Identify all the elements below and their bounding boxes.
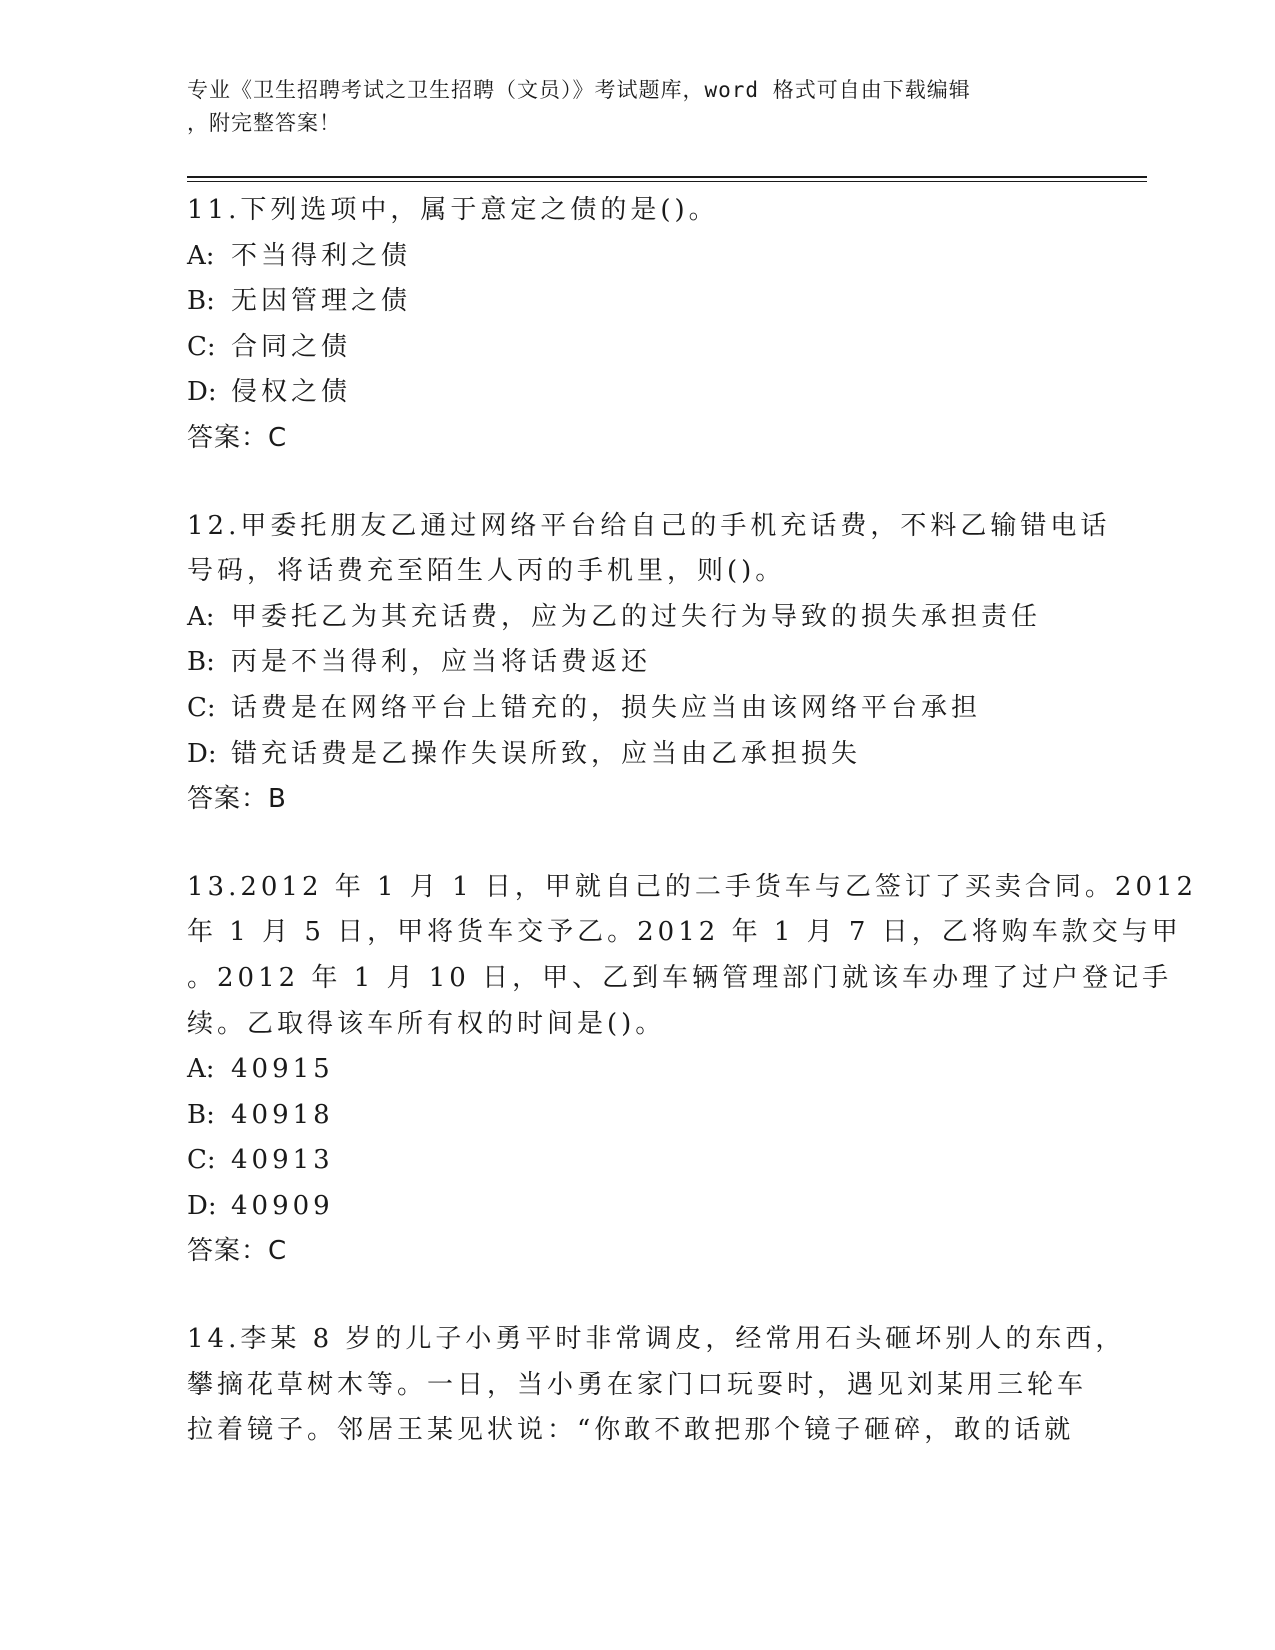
answer-line: 答案：C — [187, 422, 288, 453]
option-letter: A: — [187, 1054, 215, 1085]
option-c — [187, 1138, 1087, 1184]
option-text: 合同之债 — [231, 331, 352, 362]
option-text: 40918 — [231, 1099, 334, 1130]
option-c — [187, 686, 1087, 732]
option-d — [187, 370, 1087, 416]
option-letter: B: — [187, 286, 215, 317]
option-text: 侵权之债 — [231, 377, 352, 408]
option-b — [187, 279, 1087, 325]
document-header — [187, 74, 1087, 140]
option-text: 无因管理之债 — [231, 286, 412, 317]
option-letter: D: — [187, 377, 217, 408]
option-text: 40913 — [231, 1145, 334, 1176]
question-14 — [187, 1317, 1126, 1454]
question-stem: 。2012 年 1 月 10 日，甲、乙到车辆管理部门就该车办理了过户登记手 — [187, 962, 1173, 993]
option-letter: A: — [187, 240, 215, 271]
question-13 — [187, 865, 1198, 1275]
question-11 — [187, 188, 1087, 462]
option-text: 不当得利之债 — [231, 240, 412, 271]
option-text: 错充话费是乙操作失误所致，应当由乙承担损失 — [231, 738, 862, 769]
option-text: 40909 — [231, 1190, 334, 1221]
question-stem: 攀摘花草树木等。一日，当小勇在家门口玩耍时，遇见刘某用三轮车 — [187, 1369, 1088, 1400]
question-stem: 14.李某 8 岁的儿子小勇平时非常调皮，经常用石头砸坏别人的东西， — [187, 1324, 1126, 1355]
option-letter: C: — [187, 1145, 216, 1176]
option-b — [187, 1093, 1087, 1139]
question-stem: 号码，将话费充至陌生人丙的手机里，则()。 — [187, 556, 786, 587]
option-text: 40915 — [231, 1054, 334, 1085]
option-a — [187, 1047, 1087, 1093]
option-text: 话费是在网络平台上错充的，损失应当由该网络平台承担 — [231, 692, 982, 723]
option-d — [187, 1184, 1087, 1230]
option-letter: A: — [187, 601, 215, 632]
question-stem: 年 1 月 5 日，甲将货车交予乙。2012 年 1 月 7 日，乙将购车款交与甲 — [187, 917, 1182, 948]
question-stem: 拉着镜子。邻居王某见状说：“你敢不敢把那个镜子砸碎，敢的话就 — [187, 1415, 1075, 1446]
option-letter: C: — [187, 692, 216, 723]
question-12 — [187, 504, 1111, 823]
answer-line: 答案：C — [187, 1236, 288, 1267]
option-text: 甲委托乙为其充话费，应为乙的过失行为导致的损失承担责任 — [231, 601, 1042, 632]
answer-line: 答案：B — [187, 784, 287, 815]
header-rule-thin — [187, 181, 1147, 182]
header-line-1: 专业《卫生招聘考试之卫生招聘（文员）》考试题库，word 格式可自由下载编辑 — [187, 78, 971, 102]
option-a — [187, 595, 1087, 641]
header-rule-thick — [187, 176, 1147, 178]
question-stem: 11.下列选项中，属于意定之债的是()。 — [187, 195, 719, 225]
option-letter: C: — [187, 331, 216, 362]
option-a — [187, 234, 1087, 280]
option-c — [187, 325, 1087, 371]
option-letter: D: — [187, 738, 217, 769]
option-d — [187, 732, 1087, 778]
option-letter: D: — [187, 1190, 217, 1221]
option-letter: B: — [187, 1099, 215, 1130]
question-stem: 12.甲委托朋友乙通过网络平台给自己的手机充话费，不料乙输错电话 — [187, 510, 1111, 541]
option-letter: B: — [187, 647, 215, 678]
header-line-2: ，附完整答案！ — [187, 111, 341, 135]
question-stem: 续。乙取得该车所有权的时间是()。 — [187, 1008, 666, 1039]
option-text: 丙是不当得利，应当将话费返还 — [231, 647, 652, 678]
question-stem: 13.2012 年 1 月 1 日，甲就自己的二手货车与乙签订了买卖合同。2012 — [187, 871, 1198, 902]
option-b — [187, 640, 1087, 686]
question-list — [187, 188, 1198, 1496]
